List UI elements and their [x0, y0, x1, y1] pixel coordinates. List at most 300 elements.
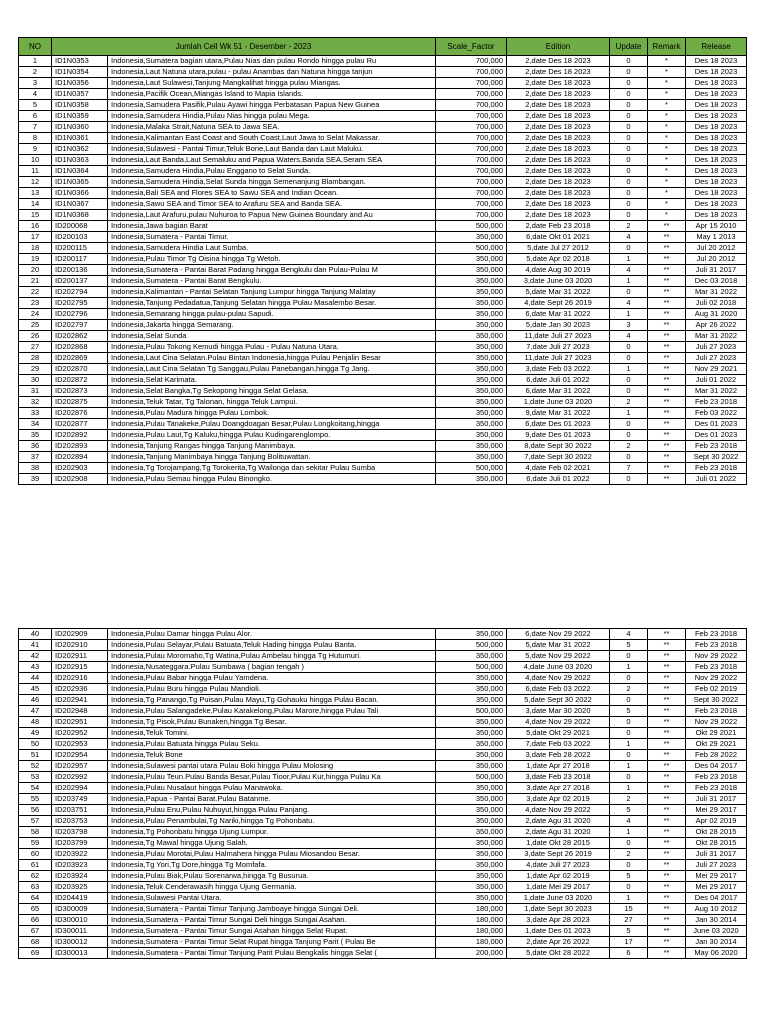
cell-description: Indonesia,Pulau Babar hingga Pulau Yamdena.	[108, 673, 436, 684]
cell-update: 0	[610, 78, 648, 89]
cell-no: 39	[19, 474, 52, 485]
cell-chart-id: ID1N0356	[52, 78, 108, 89]
cell-remark: *	[648, 188, 686, 199]
cell-edition: 2,date Des 18 2023	[507, 89, 610, 100]
table-row	[19, 937, 747, 948]
cell-update: 0	[610, 452, 648, 463]
table-row	[19, 243, 747, 254]
cell-update: 0	[610, 474, 648, 485]
cell-release: Feb 23 2018	[686, 463, 747, 474]
cell-no: 12	[19, 177, 52, 188]
table-row	[19, 849, 747, 860]
cell-no: 35	[19, 430, 52, 441]
table-row	[19, 254, 747, 265]
table-row	[19, 67, 747, 78]
cell-release: Feb 23 2018	[686, 783, 747, 794]
cell-description: Indonesia,Pulau Batuata hingga Pulau Seku.	[108, 739, 436, 750]
cell-no: 55	[19, 794, 52, 805]
cell-no: 9	[19, 144, 52, 155]
cell-chart-id: ID202951	[52, 717, 108, 728]
cell-scale-factor: 700,000	[436, 122, 507, 133]
cell-edition: 3,date June 03 2020	[507, 276, 610, 287]
cell-update: 1	[610, 827, 648, 838]
cell-no: 47	[19, 706, 52, 717]
cell-scale-factor: 350,000	[436, 375, 507, 386]
cell-edition: 6,date Juli 01 2022	[507, 474, 610, 485]
cell-chart-id: ID203923	[52, 860, 108, 871]
cell-remark: **	[648, 706, 686, 717]
cell-no: 60	[19, 849, 52, 860]
cell-release: Des 18 2023	[686, 188, 747, 199]
cell-release: Des 18 2023	[686, 155, 747, 166]
cell-edition: 3,date Mar 30 2020	[507, 706, 610, 717]
cell-description: Indonesia,Pulau Buru hingga Pulau Mandioli.	[108, 684, 436, 695]
cell-update: 1	[610, 276, 648, 287]
cell-chart-id: ID202908	[52, 474, 108, 485]
cell-release: Nov 29 2021	[686, 364, 747, 375]
cell-no: 23	[19, 298, 52, 309]
cell-no: 6	[19, 111, 52, 122]
cell-release: Juli 31 2017	[686, 265, 747, 276]
cell-description: Indonesia,Sumatera - Pantai Timur Sungai Deli hingga Sungai Asahan.	[108, 915, 436, 926]
cell-chart-id: ID203753	[52, 816, 108, 827]
table-row	[19, 750, 747, 761]
cell-remark: **	[648, 849, 686, 860]
header-jumlah-cell: Jumlah Cell Wk 51 - Desember - 2023	[52, 38, 436, 56]
cell-edition: 1,date Apr 27 2018	[507, 761, 610, 772]
cell-chart-id: ID202893	[52, 441, 108, 452]
cell-chart-id: ID202870	[52, 364, 108, 375]
table-row	[19, 78, 747, 89]
cell-scale-factor: 350,000	[436, 397, 507, 408]
cell-remark: **	[648, 893, 686, 904]
cell-update: 6	[610, 948, 648, 959]
cell-chart-id: ID300013	[52, 948, 108, 959]
cell-release: Des 01 2023	[686, 430, 747, 441]
table-row	[19, 640, 747, 651]
table-row	[19, 706, 747, 717]
cell-release: Apr 02 2019	[686, 816, 747, 827]
cell-edition: 3,date Feb 23 2018	[507, 772, 610, 783]
cell-scale-factor: 350,000	[436, 408, 507, 419]
cell-update: 4	[610, 331, 648, 342]
cell-no: 19	[19, 254, 52, 265]
cell-no: 66	[19, 915, 52, 926]
table-row	[19, 695, 747, 706]
cell-remark: **	[648, 904, 686, 915]
cell-release: Aug 10 2012	[686, 904, 747, 915]
cell-release: Feb 02 2019	[686, 684, 747, 695]
cell-no: 8	[19, 133, 52, 144]
cell-remark: *	[648, 89, 686, 100]
cell-update: 0	[610, 419, 648, 430]
cell-description: Indonesia,Tg Pohonbatu hingga Ujung Lumpur.	[108, 827, 436, 838]
cell-edition: 5,date Jan 30 2023	[507, 320, 610, 331]
cell-release: Des 18 2023	[686, 166, 747, 177]
cell-update: 2	[610, 397, 648, 408]
cell-description: Indonesia,Samudera Hindia Laut Sumba.	[108, 243, 436, 254]
cell-description: Indonesia,Pulau Moromaho,Tg Watina,Pulau Ambelau hingga Tg Hutumuri.	[108, 651, 436, 662]
cell-no: 5	[19, 100, 52, 111]
table-row	[19, 474, 747, 485]
cell-no: 67	[19, 926, 52, 937]
table-row	[19, 177, 747, 188]
cell-update: 2	[610, 849, 648, 860]
table-row	[19, 805, 747, 816]
cell-scale-factor: 700,000	[436, 210, 507, 221]
table-row	[19, 419, 747, 430]
cell-release: June 03 2020	[686, 926, 747, 937]
cell-release: Des 18 2023	[686, 144, 747, 155]
cell-release: Des 18 2023	[686, 133, 747, 144]
cell-no: 43	[19, 662, 52, 673]
cell-scale-factor: 350,000	[436, 805, 507, 816]
cell-remark: **	[648, 463, 686, 474]
cell-scale-factor: 350,000	[436, 728, 507, 739]
cell-scale-factor: 700,000	[436, 199, 507, 210]
cell-no: 20	[19, 265, 52, 276]
cell-edition: 9,date Des 01 2023	[507, 430, 610, 441]
cell-update: 0	[610, 750, 648, 761]
table-row	[19, 133, 747, 144]
cell-no: 31	[19, 386, 52, 397]
cell-scale-factor: 700,000	[436, 89, 507, 100]
cell-update: 4	[610, 629, 648, 640]
cell-no: 29	[19, 364, 52, 375]
cell-description: Indonesia,Tanjung Rangas hingga Tanjung Manimbaya.	[108, 441, 436, 452]
cell-scale-factor: 350,000	[436, 320, 507, 331]
cell-release: Des 04 2017	[686, 761, 747, 772]
cell-no: 41	[19, 640, 52, 651]
cell-scale-factor: 700,000	[436, 111, 507, 122]
cell-remark: **	[648, 926, 686, 937]
cell-scale-factor: 700,000	[436, 177, 507, 188]
cell-no: 25	[19, 320, 52, 331]
cell-chart-id: ID202916	[52, 673, 108, 684]
cell-no: 56	[19, 805, 52, 816]
cell-description: Indonesia,Sumatera - Pantai Barat Bengkulu.	[108, 276, 436, 287]
cell-no: 52	[19, 761, 52, 772]
cell-update: 2	[610, 684, 648, 695]
table-row	[19, 309, 747, 320]
table-row	[19, 684, 747, 695]
cell-scale-factor: 350,000	[436, 386, 507, 397]
cell-chart-id: ID200115	[52, 243, 108, 254]
cell-no: 26	[19, 331, 52, 342]
cell-update: 0	[610, 717, 648, 728]
cell-description: Indonesia,Kalimantan - Pantai Selatan Tanjung Lumpur hingga Tanjung Malatay	[108, 287, 436, 298]
cell-description: Indonesia,Pulau Selayar,Pulau Batuata,Teluk Hading hingga Pulau Banta.	[108, 640, 436, 651]
cell-no: 61	[19, 860, 52, 871]
cell-edition: 2,date Des 18 2023	[507, 155, 610, 166]
cell-chart-id: ID203749	[52, 794, 108, 805]
cell-chart-id: ID1N0353	[52, 56, 108, 67]
cell-remark: **	[648, 364, 686, 375]
cell-remark: **	[648, 629, 686, 640]
cell-remark: **	[648, 221, 686, 232]
cell-edition: 5,date Jul 27 2012	[507, 243, 610, 254]
cell-no: 22	[19, 287, 52, 298]
cell-update: 5	[610, 926, 648, 937]
cell-chart-id: ID300011	[52, 926, 108, 937]
cell-scale-factor: 350,000	[436, 860, 507, 871]
cell-chart-id: ID202876	[52, 408, 108, 419]
cell-no: 46	[19, 695, 52, 706]
cell-scale-factor: 350,000	[436, 893, 507, 904]
cell-chart-id: ID203799	[52, 838, 108, 849]
cell-description: Indonesia,Tg Mawal hingga Ujung Salah.	[108, 838, 436, 849]
cell-no: 30	[19, 375, 52, 386]
cell-update: 2	[610, 221, 648, 232]
cell-remark: *	[648, 78, 686, 89]
cell-release: Nov 29 2022	[686, 717, 747, 728]
cell-remark: **	[648, 375, 686, 386]
cell-update: 0	[610, 133, 648, 144]
cell-edition: 4,date Nov 29 2022	[507, 805, 610, 816]
cell-scale-factor: 350,000	[436, 441, 507, 452]
cell-no: 18	[19, 243, 52, 254]
cell-update: 5	[610, 706, 648, 717]
cell-description: Indonesia,Sumatera - Pantai Timur Tanjung Parit Pulau Bengkalis hingga Selat (	[108, 948, 436, 959]
table-row	[19, 232, 747, 243]
cell-no: 33	[19, 408, 52, 419]
cell-scale-factor: 350,000	[436, 276, 507, 287]
cell-edition: 5,date Mar 31 2022	[507, 640, 610, 651]
cell-release: Juli 31 2017	[686, 849, 747, 860]
table-row	[19, 882, 747, 893]
table-row	[19, 342, 747, 353]
cell-release: Mei 29 2017	[686, 882, 747, 893]
cell-description: Indonesia,Laut Arafuru,pulau Nuhuroa to Papua New Guinea Boundary and Au	[108, 210, 436, 221]
cell-description: Indonesia,Tg Panango,Tg Puisan,Pulau Mayu,Tg Gohauku hingga Pulau Bacan.	[108, 695, 436, 706]
cell-description: Indonesia,Bali SEA and Flores SEA to Sawu SEA and Indian Ocean.	[108, 188, 436, 199]
cell-description: Indonesia,Sulawesi Pantai Utara.	[108, 893, 436, 904]
table-row	[19, 430, 747, 441]
cell-description: Indonesia,Samudera Hindia,Pulau Enggano to Selat Sunda.	[108, 166, 436, 177]
cell-description: Indonesia,Sawu SEA and Timor SEA to Arafuru SEA and Banda SEA.	[108, 199, 436, 210]
table-row	[19, 276, 747, 287]
header-edition: Edition	[507, 38, 610, 56]
table-row	[19, 463, 747, 474]
cell-release: Feb 23 2018	[686, 629, 747, 640]
table-row	[19, 838, 747, 849]
cell-release: Mar 31 2022	[686, 331, 747, 342]
cell-release: Juli 27 2023	[686, 342, 747, 353]
cell-release: Des 18 2023	[686, 199, 747, 210]
cell-scale-factor: 700,000	[436, 166, 507, 177]
table-row	[19, 298, 747, 309]
cell-edition: 9,date Mar 31 2022	[507, 408, 610, 419]
cell-update: 0	[610, 243, 648, 254]
cell-scale-factor: 350,000	[436, 838, 507, 849]
cell-remark: **	[648, 816, 686, 827]
cell-edition: 6,date Nov 29 2022	[507, 629, 610, 640]
cell-scale-factor: 500,000	[436, 243, 507, 254]
cell-chart-id: ID202953	[52, 739, 108, 750]
cell-release: Jan 30 2014	[686, 915, 747, 926]
cell-no: 54	[19, 783, 52, 794]
cell-no: 14	[19, 199, 52, 210]
cell-scale-factor: 350,000	[436, 695, 507, 706]
table-row	[19, 926, 747, 937]
cell-remark: **	[648, 276, 686, 287]
header-remark: Remark	[648, 38, 686, 56]
cell-description: Indonesia,Samudera Hindia,Pulau Nias hingga pulau Mega.	[108, 111, 436, 122]
cell-no: 58	[19, 827, 52, 838]
cell-edition: 11,date Juli 27 2023	[507, 353, 610, 364]
cell-scale-factor: 350,000	[436, 750, 507, 761]
cell-description: Indonesia,Samudera Hindia,Selat Sunda hingga Semenanjung Blambangan.	[108, 177, 436, 188]
cell-update: 15	[610, 904, 648, 915]
cell-update: 0	[610, 728, 648, 739]
cell-release: Apr 15 2010	[686, 221, 747, 232]
cell-description: Indonesia,Teluk Cenderawasih hingga Ujung Germania.	[108, 882, 436, 893]
cell-description: Indonesia,Jakarta hingga Semarang.	[108, 320, 436, 331]
cell-chart-id: ID1N0363	[52, 155, 108, 166]
cell-chart-id: ID203924	[52, 871, 108, 882]
cell-release: Sept 30 2022	[686, 695, 747, 706]
cell-description: Indonesia,Pulau Enu,Pulau Nuhuyut,hingga Pulau Panjang.	[108, 805, 436, 816]
cell-update: 7	[610, 463, 648, 474]
cell-description: Indonesia,Pulau Laut,Tg Kaluku,hingga Pulau Kudingarenglompo.	[108, 430, 436, 441]
cell-release: Juli 27 2023	[686, 353, 747, 364]
cell-edition: 1,date Des 01 2023	[507, 926, 610, 937]
cell-chart-id: ID202869	[52, 353, 108, 364]
cell-chart-id: ID202948	[52, 706, 108, 717]
cell-scale-factor: 500,000	[436, 662, 507, 673]
cell-scale-factor: 350,000	[436, 827, 507, 838]
header-scale-factor: Scale_Factor	[436, 38, 507, 56]
cell-remark: *	[648, 210, 686, 221]
cell-description: Indonesia,Pacifik Ocean,Miangas Island to Mapia Islands.	[108, 89, 436, 100]
cell-remark: **	[648, 772, 686, 783]
cell-scale-factor: 700,000	[436, 144, 507, 155]
cell-chart-id: ID202994	[52, 783, 108, 794]
cell-scale-factor: 350,000	[436, 673, 507, 684]
cell-edition: 2,date Agu 31 2020	[507, 827, 610, 838]
cell-no: 65	[19, 904, 52, 915]
cell-release: Des 01 2023	[686, 419, 747, 430]
cell-update: 0	[610, 122, 648, 133]
cell-update: 17	[610, 937, 648, 948]
cell-chart-id: ID202894	[52, 452, 108, 463]
cell-release: Feb 23 2018	[686, 441, 747, 452]
cell-chart-id: ID200136	[52, 265, 108, 276]
cell-description: Indonesia,Tanjung Pedadatua,Tanjung Selatan hingga Pulau Masalembo Besar.	[108, 298, 436, 309]
cell-edition: 2,date Des 18 2023	[507, 210, 610, 221]
table-row	[19, 199, 747, 210]
cell-update: 0	[610, 695, 648, 706]
cell-scale-factor: 350,000	[436, 342, 507, 353]
table-row	[19, 783, 747, 794]
cell-update: 5	[610, 805, 648, 816]
cell-update: 0	[610, 199, 648, 210]
cell-scale-factor: 350,000	[436, 629, 507, 640]
cell-description: Indonesia,Teluk Tomini.	[108, 728, 436, 739]
cell-edition: 5,date Sept 30 2022	[507, 695, 610, 706]
cell-description: Indonesia,Laut Cina Selatan Tg Sanggau,Pulau Panebangan,hingga Tg Jang.	[108, 364, 436, 375]
cell-remark: **	[648, 287, 686, 298]
cell-release: Des 18 2023	[686, 210, 747, 221]
cell-release: Okt 28 2015	[686, 838, 747, 849]
cell-scale-factor: 350,000	[436, 871, 507, 882]
cell-scale-factor: 350,000	[436, 684, 507, 695]
table-row	[19, 287, 747, 298]
cell-remark: **	[648, 232, 686, 243]
cell-description: Indonesia,Sumatera bagian utara,Pulau Nias dan pulau Rondo hingga pulau Ru	[108, 56, 436, 67]
cell-scale-factor: 350,000	[436, 761, 507, 772]
cell-remark: *	[648, 199, 686, 210]
header-update: Update	[610, 38, 648, 56]
cell-scale-factor: 180,000	[436, 937, 507, 948]
cell-chart-id: ID202915	[52, 662, 108, 673]
cell-remark: **	[648, 430, 686, 441]
cell-release: Des 18 2023	[686, 78, 747, 89]
cell-update: 0	[610, 155, 648, 166]
cell-remark: **	[648, 386, 686, 397]
cell-chart-id: ID1N0368	[52, 210, 108, 221]
cell-update: 0	[610, 100, 648, 111]
cell-scale-factor: 350,000	[436, 882, 507, 893]
cell-scale-factor: 700,000	[436, 100, 507, 111]
cell-edition: 3,date Apr 28 2023	[507, 915, 610, 926]
cell-scale-factor: 350,000	[436, 739, 507, 750]
cell-update: 0	[610, 144, 648, 155]
cell-release: Jul 20 2012	[686, 243, 747, 254]
cell-no: 2	[19, 67, 52, 78]
cell-release: Des 04 2017	[686, 893, 747, 904]
cell-chart-id: ID1N0364	[52, 166, 108, 177]
table-row	[19, 331, 747, 342]
cell-no: 21	[19, 276, 52, 287]
cell-no: 3	[19, 78, 52, 89]
table-row	[19, 772, 747, 783]
cell-update: 0	[610, 111, 648, 122]
cell-no: 48	[19, 717, 52, 728]
cell-chart-id: ID202892	[52, 430, 108, 441]
table-row	[19, 717, 747, 728]
cell-remark: **	[648, 408, 686, 419]
cell-release: Des 18 2023	[686, 177, 747, 188]
cell-scale-factor: 350,000	[436, 254, 507, 265]
table-row	[19, 860, 747, 871]
cell-description: Indonesia,Pulau Semau hingga Pulau Binongko.	[108, 474, 436, 485]
cell-no: 7	[19, 122, 52, 133]
cell-chart-id: ID300009	[52, 904, 108, 915]
cell-remark: **	[648, 915, 686, 926]
cell-edition: 5,date Nov 29 2022	[507, 651, 610, 662]
cell-update: 0	[610, 882, 648, 893]
cell-update: 0	[610, 342, 648, 353]
table-row	[19, 673, 747, 684]
cell-scale-factor: 350,000	[436, 474, 507, 485]
cell-remark: **	[648, 695, 686, 706]
cell-remark: **	[648, 331, 686, 342]
cell-scale-factor: 350,000	[436, 265, 507, 276]
cell-scale-factor: 700,000	[436, 188, 507, 199]
cell-update: 0	[610, 860, 648, 871]
cell-remark: *	[648, 144, 686, 155]
cell-chart-id: ID200117	[52, 254, 108, 265]
cell-release: Des 18 2023	[686, 89, 747, 100]
cell-update: 0	[610, 188, 648, 199]
cell-release: Jan 30 2014	[686, 937, 747, 948]
cell-remark: **	[648, 419, 686, 430]
cell-edition: 4,date Nov 29 2022	[507, 717, 610, 728]
cell-chart-id: ID202862	[52, 331, 108, 342]
cell-release: Juli 27 2023	[686, 860, 747, 871]
cell-edition: 6,date Des 01 2023	[507, 419, 610, 430]
